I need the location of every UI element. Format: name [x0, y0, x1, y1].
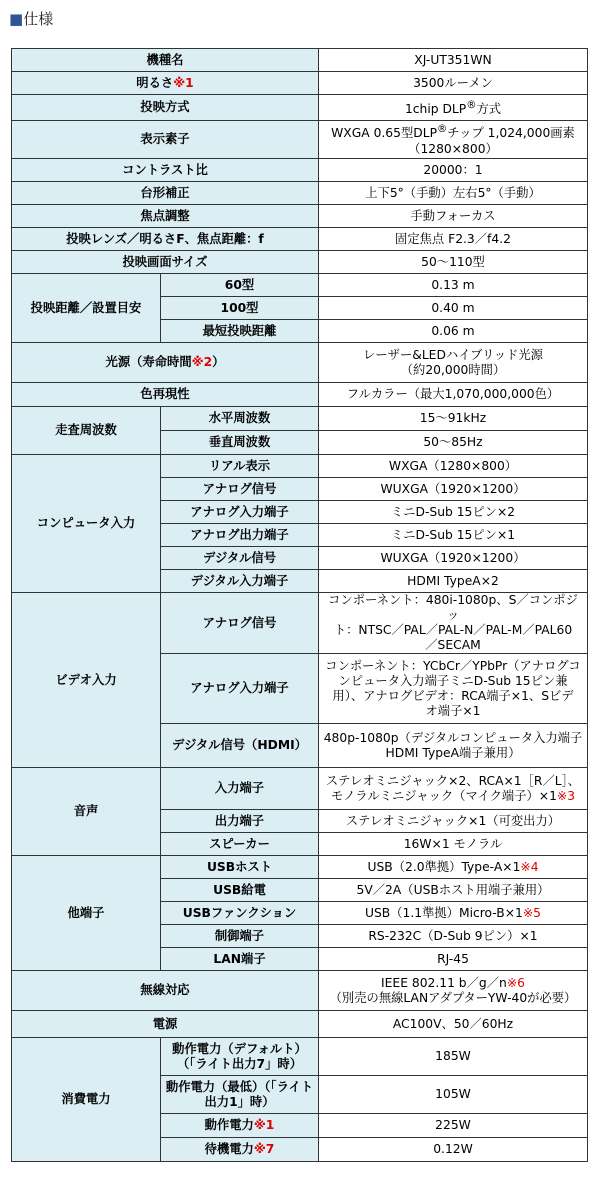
table-row [12, 383, 588, 407]
row-value: XJ-UT351WN [319, 49, 588, 72]
sub-label: 水平周波数 [161, 407, 319, 431]
sub-label: デジタル信号 [161, 547, 319, 570]
row-value: 上下5°（手動）左右5°（手動） [319, 182, 588, 205]
group-label: 投映距離／設置目安 [12, 274, 161, 343]
sub-label: アナログ信号 [161, 478, 319, 501]
sub-label: 最短投映距離 [161, 320, 319, 343]
table-row [12, 121, 588, 159]
registered-mark: ® [466, 98, 477, 111]
row-value: ステレオミニジャック×2、RCA×1［R／L］、 モノラルミニジャック（マイク端子）×1※3 [319, 768, 588, 810]
row-value: ステレオミニジャック×1（可変出力） [319, 810, 588, 833]
table-row [12, 1038, 588, 1076]
table-row [12, 72, 588, 95]
row-value: コンポーネント：YCbCr／YPbPr（アナログコ ンピュータ入力端子ミニD-Sub 15ピン兼 用）、アナログビデオ：RCA端子×1、Sビデ オ端子×1 [319, 654, 588, 724]
row-value: フルカラー（最大1,070,000,000色） [319, 383, 588, 407]
sub-label: アナログ信号 [161, 593, 319, 654]
row-value: 0.12W [319, 1138, 588, 1162]
spec-table [11, 48, 588, 1162]
value-text: 1chip DLP [404, 102, 467, 117]
table-row [12, 1011, 588, 1038]
sub-label: 出力端子 [161, 810, 319, 833]
section-title [9, 8, 53, 29]
table-row [12, 159, 588, 182]
row-value: 480p-1080p（デジタルコンピュータ入力端子 HDMI TypeA端子兼用） [319, 724, 588, 768]
row-value: HDMI TypeA×2 [319, 570, 588, 593]
row-label: 表示素子 [12, 121, 319, 159]
row-label: 無線対応 [12, 971, 319, 1011]
row-value: 3500ルーメン [319, 72, 588, 95]
table-row [12, 205, 588, 228]
sub-label: 動作電力※1 [161, 1114, 319, 1138]
sub-label: スピーカー [161, 833, 319, 856]
value-line: WXGA 0.65型DLP®チップ 1,024,000画素 [331, 123, 575, 141]
group-label: ビデオ入力 [12, 593, 161, 768]
sub-label: アナログ入力端子 [161, 654, 319, 724]
row-label: 焦点調整 [12, 205, 319, 228]
group-label: 音声 [12, 768, 161, 856]
row-label: 投映画面サイズ [12, 251, 319, 274]
footnote-mark: ※6 [506, 975, 525, 990]
row-label: 投映レンズ／明るさF、焦点距離：f [12, 228, 319, 251]
row-label: 色再現性 [12, 383, 319, 407]
table-row [12, 971, 588, 1011]
sub-label: 100型 [161, 297, 319, 320]
sub-label: 待機電力※7 [161, 1138, 319, 1162]
sub-label: USB給電 [161, 879, 319, 902]
sub-label: 入力端子 [161, 768, 319, 810]
sub-label: 60型 [161, 274, 319, 297]
footnote-mark: ※5 [522, 905, 541, 920]
row-value: WUXGA（1920×1200） [319, 547, 588, 570]
value-line: （約20,000時間） [400, 362, 506, 377]
footnote-mark: ※7 [253, 1142, 275, 1156]
table-row [12, 768, 588, 810]
sub-label: アナログ入力端子 [161, 501, 319, 524]
sub-label: 動作電力（デフォルト）（「ライト出力7」時） [161, 1038, 319, 1076]
row-label: 光源（寿命時間※2） [12, 343, 319, 383]
row-value [319, 343, 588, 383]
footnote-mark: ※1 [253, 1118, 275, 1132]
group-label: 他端子 [12, 856, 161, 971]
row-value: IEEE 802.11 b／g／n※6 （別売の無線LANアダプターYW-40が必要） [319, 971, 588, 1011]
row-label [12, 72, 319, 95]
row-label: コントラスト比 [12, 159, 319, 182]
row-value: USB（1.1準拠）Micro-B×1※5 [319, 902, 588, 925]
table-row [12, 251, 588, 274]
row-value: RS-232C（D-Sub 9ピン）×1 [319, 925, 588, 948]
group-label: 消費電力 [12, 1038, 161, 1162]
label-text: 明るさ [136, 75, 174, 90]
row-value: 0.13 m [319, 274, 588, 297]
group-label: コンピュータ入力 [12, 455, 161, 593]
footnote-mark: ※2 [191, 355, 213, 369]
row-value: RJ-45 [319, 948, 588, 971]
section-title-text: 仕様 [23, 10, 54, 28]
row-value: 20000：1 [319, 159, 588, 182]
row-value: ミニD-Sub 15ピン×2 [319, 501, 588, 524]
row-value: 185W [319, 1038, 588, 1076]
row-value: 0.06 m [319, 320, 588, 343]
sub-label: LAN端子 [161, 948, 319, 971]
row-label: 電源 [12, 1011, 319, 1038]
table-row [12, 274, 588, 297]
table-row [12, 455, 588, 478]
row-value [319, 95, 588, 121]
row-value: AC100V、50／60Hz [319, 1011, 588, 1038]
row-value: 225W [319, 1114, 588, 1138]
table-row [12, 407, 588, 431]
row-label: 投映方式 [12, 95, 319, 121]
table-row [12, 95, 588, 121]
row-value: ミニD-Sub 15ピン×1 [319, 524, 588, 547]
table-row [12, 856, 588, 879]
row-value: 50〜110型 [319, 251, 588, 274]
row-value: 手動フォーカス [319, 205, 588, 228]
row-value: WXGA（1280×800） [319, 455, 588, 478]
table-row [12, 343, 588, 383]
footnote-mark: ※1 [173, 75, 194, 90]
row-value: 15〜91kHz [319, 407, 588, 431]
sub-label: デジタル入力端子 [161, 570, 319, 593]
sub-label: USBファンクション [161, 902, 319, 925]
square-marker-icon: ■ [9, 10, 24, 28]
row-value: USB（2.0準拠）Type-A×1※4 [319, 856, 588, 879]
table-row [12, 49, 588, 72]
row-value: コンポーネント：480i-1080p、S／コンポジッ ト：NTSC／PAL／PAL-N／PAL-M／PAL60 ／SECAM [319, 593, 588, 654]
sub-label: リアル表示 [161, 455, 319, 478]
value-text: 方式 [476, 102, 502, 117]
sub-label: 制御端子 [161, 925, 319, 948]
table-row [12, 228, 588, 251]
sub-label: 動作電力（最低）（「ライト出力1」時） [161, 1076, 319, 1114]
row-value: 5V／2A（USBホスト用端子兼用） [319, 879, 588, 902]
table-row [12, 182, 588, 205]
sub-label: デジタル信号（HDMI） [161, 724, 319, 768]
row-value: 固定焦点 F2.3／f4.2 [319, 228, 588, 251]
footnote-mark: ※4 [520, 859, 539, 874]
footnote-mark: ※3 [556, 788, 576, 803]
value-line: （1280×800） [408, 141, 498, 156]
row-value: 50〜85Hz [319, 431, 588, 455]
row-value [319, 121, 588, 159]
value-line: レーザー&LEDハイブリッド光源 [363, 347, 543, 362]
sub-label: 垂直周波数 [161, 431, 319, 455]
row-value: 0.40 m [319, 297, 588, 320]
row-label: 機種名 [12, 49, 319, 72]
sub-label: USBホスト [161, 856, 319, 879]
row-value: 105W [319, 1076, 588, 1114]
sub-label: アナログ出力端子 [161, 524, 319, 547]
row-value: WUXGA（1920×1200） [319, 478, 588, 501]
table-row [12, 593, 588, 654]
row-label: 台形補正 [12, 182, 319, 205]
row-value: 16W×1 モノラル [319, 833, 588, 856]
group-label: 走査周波数 [12, 407, 161, 455]
